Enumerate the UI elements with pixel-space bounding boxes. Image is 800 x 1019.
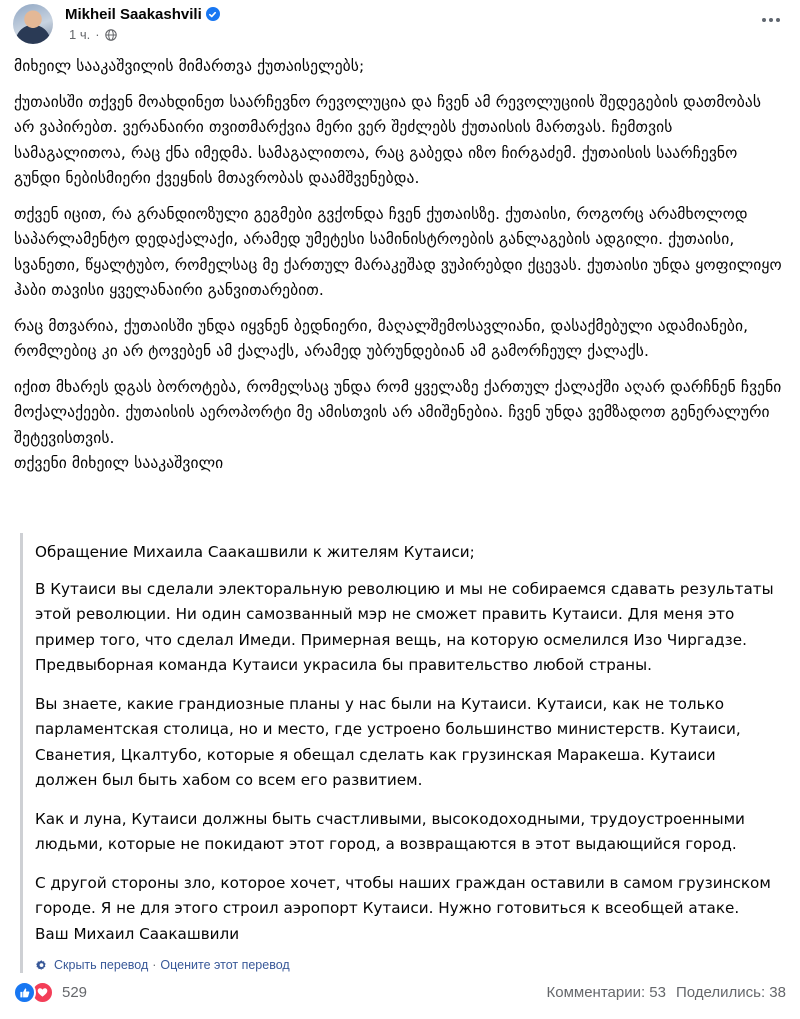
author-name[interactable]: Mikheil Saakashvili: [65, 5, 202, 23]
post-paragraph: იქით მხარეს დგას ბოროტება, რომელსაც უნდა რომ ყველაზე ქართულ ქალაქში აღარ დარჩნენ ჩვენი მოქალაქეები. ქუთაისის აეროპორტი მე ამისთვის არ ამიშენებია. ჩვენ უნდა ვემზადოთ გენერალური შეტევისთვის.: [14, 377, 782, 447]
post-paragraph: მიხეილ სააკაშვილის მიმართვა ქუთაისელებს;: [14, 57, 365, 75]
post-paragraph: თქვენ იცით, რა გრანდიოზული გეგმები გვქონდა ჩვენ ქუთაისზე. ქუთაისი, როგორც არამხოლოდ საპარლამენტო დედაქალაქი, არამედ უმეტესი სამინისტროების განლაგების ადგილი. ქუთაისი, სვანეთი, წყალტუბო, რომელსაც მე ქართულ მარაკეშად ვუპირებდი ქცევას. ქუთაისი უნდა ყოფილიყო ჰაბი თავისი ყველანაირი განვითარებით.: [14, 204, 782, 299]
post-meta: [69, 27, 117, 42]
translation-paragraph: Вы знаете, какие грандиозные планы у нас были на Кутаиси. Кутаиси, как не только парламентская столица, но и место, где устроено большинство министерств. Кутаиси, Сванетия, Цкалтубо, которые я обещал сделать как грузинская Маракеша. Кутаиси должен был быть хабом со всем его развитием.: [35, 694, 741, 789]
translation-paragraph: С другой стороны зло, которое хочет, чтобы наших граждан оставили в самом грузинском городе. Я не для этого строил аэропорт Кутаиси. Нужно готовиться к всеобщей атаке.: [35, 873, 771, 917]
reactions-summary[interactable]: [13, 981, 87, 1004]
post-text: [14, 54, 786, 477]
like-reaction-icon: [13, 981, 36, 1004]
translation-paragraph: Как и луна, Кутаиси должны быть счастливыми, высокодоходными, трудоустроенными людьми, которые не покидают этот город, а возвращаются в этот выдающийся город.: [35, 809, 745, 853]
verified-badge-icon: [206, 7, 220, 21]
more-options-icon[interactable]: [758, 10, 784, 30]
post-footer: [13, 979, 786, 1005]
translation-paragraph: Обращение Михаила Саакашвили к жителям Кутаиси;: [35, 543, 475, 561]
comments-link[interactable]: Комментарии: 53: [546, 983, 666, 1001]
post-paragraph: რაც მთვარია, ქუთაისში უნდა იყვნენ ბედნიერი, მაღალშემოსავლიანი, დასაქმებული ადამიანები, რომლებიც კი არ ტოვებენ ამ ქალაქს, არამედ უბრუნდებიან ამ გამორჩეულ ქალაქს.: [14, 316, 749, 360]
translation-block: [20, 533, 778, 973]
post-time[interactable]: 1 ч.: [69, 27, 91, 42]
translation-controls: [35, 957, 778, 973]
footer-stats: [547, 984, 787, 1001]
meta-separator: ·: [95, 27, 100, 42]
reaction-count: 529: [62, 983, 88, 1001]
post-paragraph: ქუთაისში თქვენ მოახდინეთ საარჩევნო რევოლუცია და ჩვენ ამ რევოლუციის შედეგების დათმობას არ ვაპირებთ. ვერანაირი თვითმარქვია მერი ვერ შეძლებს ქუთაისის მართვას. ჩემთვის სამაგალითოა, რაც ქნა იმედმა. სამაგალითოა, რაც გაბედა იზო ჩირგაძემ. ქუთაისის საარჩევნო გუნდი ნებისმიერი ქვეყნის მთავრობას დაამშვენებდა.: [14, 92, 762, 187]
rate-translation-link[interactable]: Оцените этот перевод: [160, 958, 290, 972]
post-header: [13, 4, 788, 44]
translate-gear-icon[interactable]: [35, 959, 48, 972]
translation-paragraph: В Кутаиси вы сделали электоральную революцию и мы не собираемся сдавать результаты этой революции. Ни один самозванный мэр не сможет править Кутаиси. Для меня это пример того, что сделал Имеди. Примерная вещь, на которую осмелился Изо Чиргадзе. Предвыборная команда Кутаиси украсила бы правительство любой страны.: [35, 579, 774, 674]
globe-icon[interactable]: [105, 29, 117, 41]
author-line: [65, 5, 220, 23]
avatar[interactable]: [13, 4, 53, 44]
translation-separator: ·: [152, 958, 157, 972]
translation-signature: Ваш Михаил Саакашвили: [35, 924, 240, 943]
post-signature: თქვენი მიხეილ სააკაშვილი: [14, 454, 224, 472]
shares-link[interactable]: Поделились: 38: [676, 983, 786, 1001]
hide-translation-link[interactable]: Скрыть перевод: [54, 958, 149, 972]
